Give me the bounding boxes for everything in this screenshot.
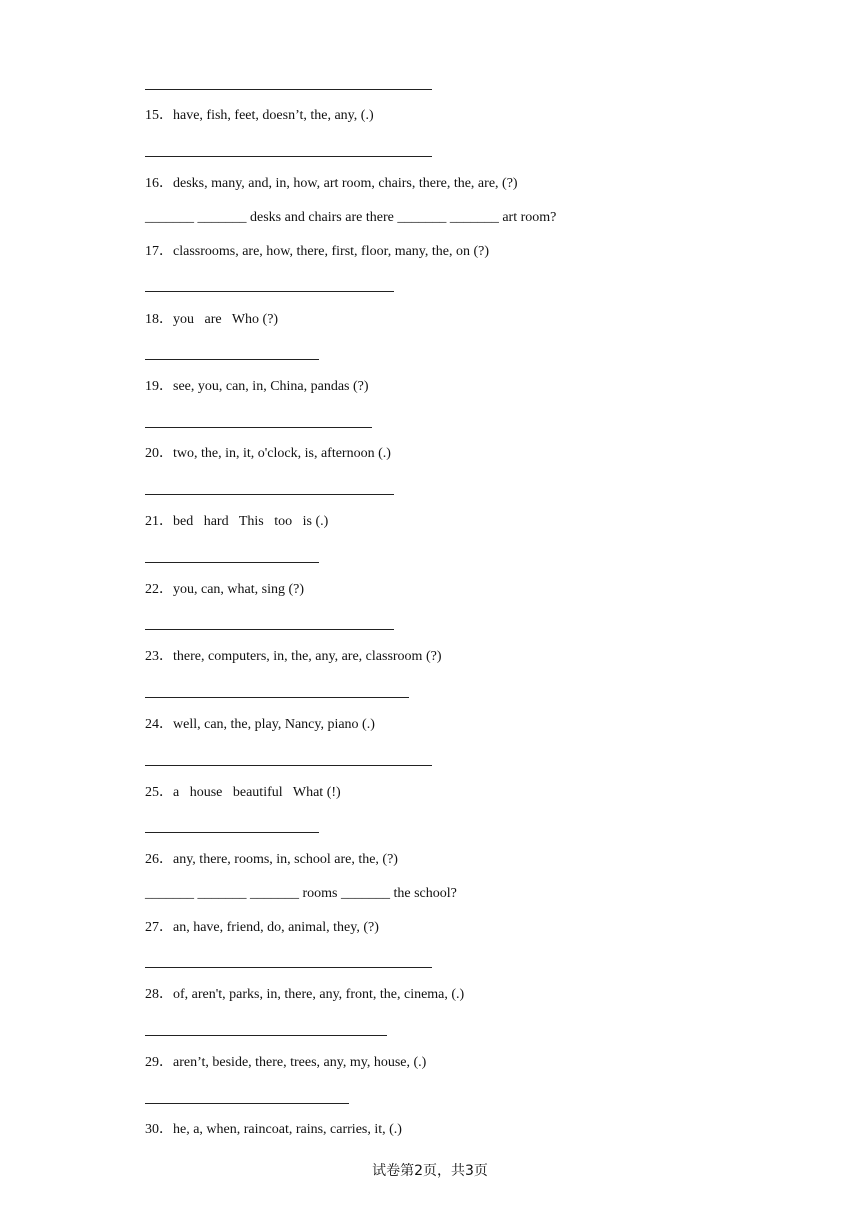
- question-24: 24．well, can, the, play, Nancy, piano (.): [145, 717, 375, 732]
- question-26: 26．any, there, rooms, in, school are, the, (?): [145, 852, 398, 867]
- question-22: 22．you, can, what, sing (?): [145, 582, 305, 597]
- page-footer: 试卷第2页，共3页: [372, 1163, 488, 1179]
- question-25: 25．a house beautiful What (!): [145, 785, 341, 800]
- question-26-fill: _______ _______ _______ rooms _______ the school?: [145, 886, 457, 901]
- question-18: 18．you are Who (?): [145, 312, 279, 327]
- question-16: 16．desks, many, and, in, how, art room, chairs, there, the, are, (?): [145, 176, 518, 191]
- answer-line-24: [145, 765, 432, 766]
- answer-line-22: [145, 629, 394, 630]
- answer-line-23: [145, 697, 409, 698]
- answer-line-21: [145, 562, 319, 563]
- question-27: 27．an, have, friend, do, animal, they, (?): [145, 920, 379, 935]
- answer-line-17: [145, 291, 394, 292]
- answer-line-14: [145, 89, 432, 90]
- question-28: 28．of, aren't, parks, in, there, any, front, the, cinema, (.): [145, 987, 465, 1002]
- answer-line-29: [145, 1103, 349, 1104]
- answer-line-20: [145, 494, 394, 495]
- question-29: 29．aren’t, beside, there, trees, any, my, house, (.): [145, 1055, 427, 1070]
- answer-line-27: [145, 967, 432, 968]
- answer-line-18: [145, 359, 319, 360]
- question-21: 21．bed hard This too is (.): [145, 514, 329, 529]
- question-15: 15．have, fish, feet, doesn’t, the, any, (.): [145, 108, 374, 123]
- question-20: 20．two, the, in, it, o'clock, is, afternoon (.): [145, 446, 391, 461]
- answer-line-19: [145, 427, 372, 428]
- answer-line-25: [145, 832, 319, 833]
- question-16-fill: _______ _______ desks and chairs are there _______ _______ art room?: [145, 210, 557, 225]
- question-19: 19．see, you, can, in, China, pandas (?): [145, 379, 369, 394]
- answer-line-28: [145, 1035, 387, 1036]
- question-23: 23．there, computers, in, the, any, are, classroom (?): [145, 649, 442, 664]
- answer-line-15: [145, 156, 432, 157]
- question-30: 30．he, a, when, raincoat, rains, carries, it, (.): [145, 1122, 402, 1137]
- question-17: 17．classrooms, are, how, there, first, floor, many, the, on (?): [145, 244, 490, 259]
